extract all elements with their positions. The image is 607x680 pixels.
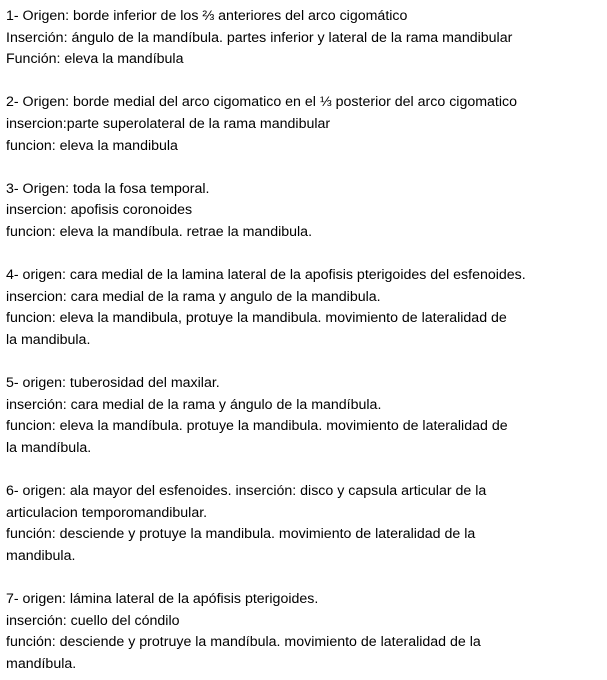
entry-5-function-line: funcion: eleva la mandíbula. protuye la mandibula. movimiento de lateralidad de — [6, 418, 508, 435]
entry-7-origin-line: 7- origen: lámina lateral de la apófisis pterigoides. — [6, 591, 319, 608]
entry-2-origin-line: 2- Origen: borde medial del arco cigomatico en el ⅓ posterior del arco cigomatico — [6, 94, 518, 111]
entry-2-function-line: funcion: eleva la mandibula — [6, 137, 178, 154]
entry-4-function-line: funcion: eleva la mandibula, protuye la mandibula. movimiento de lateralidad de — [6, 310, 507, 327]
entry-4-function-continuation: la mandibula. — [6, 331, 91, 348]
muscle-entry-3 — [6, 179, 604, 244]
entry-7-function-continuation: mandíbula. — [6, 655, 77, 672]
entry-1-insertion-line: Inserción: ángulo de la mandíbula. partes inferior y lateral de la rama mandibular — [6, 29, 513, 46]
entry-4-insertion-line: insercion: cara medial de la rama y angulo de la mandibula. — [6, 288, 381, 305]
entry-3-function-line: funcion: eleva la mandíbula. retrae la mandibula. — [6, 223, 313, 240]
entry-2-insertion-line: insercion:parte superolateral de la rama mandibular — [6, 115, 331, 132]
entry-5-origin-line: 5- origen: tuberosidad del maxilar. — [6, 375, 220, 392]
entry-6-origin-line: 6- origen: ala mayor del esfenoides. inserción: disco y capsula articular de la — [6, 483, 487, 500]
entry-6-insertion-continuation: articulacion temporomandibular. — [6, 504, 208, 521]
entry-5-function-continuation: la mandíbula. — [6, 439, 92, 456]
entry-4-origin-line: 4- origen: cara medial de la lamina lateral de la apofisis pterigoides del esfenoides. — [6, 267, 526, 284]
entry-5-insertion-line: inserción: cara medial de la rama y ángulo de la mandíbula. — [6, 396, 382, 413]
muscle-entry-4 — [6, 265, 604, 351]
entry-7-insertion-line: inserción: cuello del cóndilo — [6, 612, 180, 629]
entry-6-function-continuation: mandibula. — [6, 547, 76, 564]
entry-1-origin-line: 1- Origen: borde inferior de los ⅔ anteriores del arco cigomático — [6, 8, 408, 24]
entry-7-function-line: función: desciende y protruye la mandíbula. movimiento de lateralidad de la — [6, 634, 481, 651]
entry-6-function-line: función: desciende y protuye la mandibula. movimiento de lateralidad de la — [6, 526, 476, 543]
entry-3-insertion-line: insercion: apofisis coronoides — [6, 202, 193, 219]
muscle-entry-5 — [6, 373, 604, 459]
muscle-entry-6 — [6, 481, 604, 567]
muscle-entry-1 — [6, 6, 604, 71]
entry-3-origin-line: 3- Origen: toda la fosa temporal. — [6, 180, 210, 197]
muscle-entry-7 — [6, 589, 604, 675]
muscle-entry-2 — [6, 92, 604, 157]
document-body — [6, 6, 604, 675]
entry-1-function-line: Función: eleva la mandíbula — [6, 51, 184, 68]
